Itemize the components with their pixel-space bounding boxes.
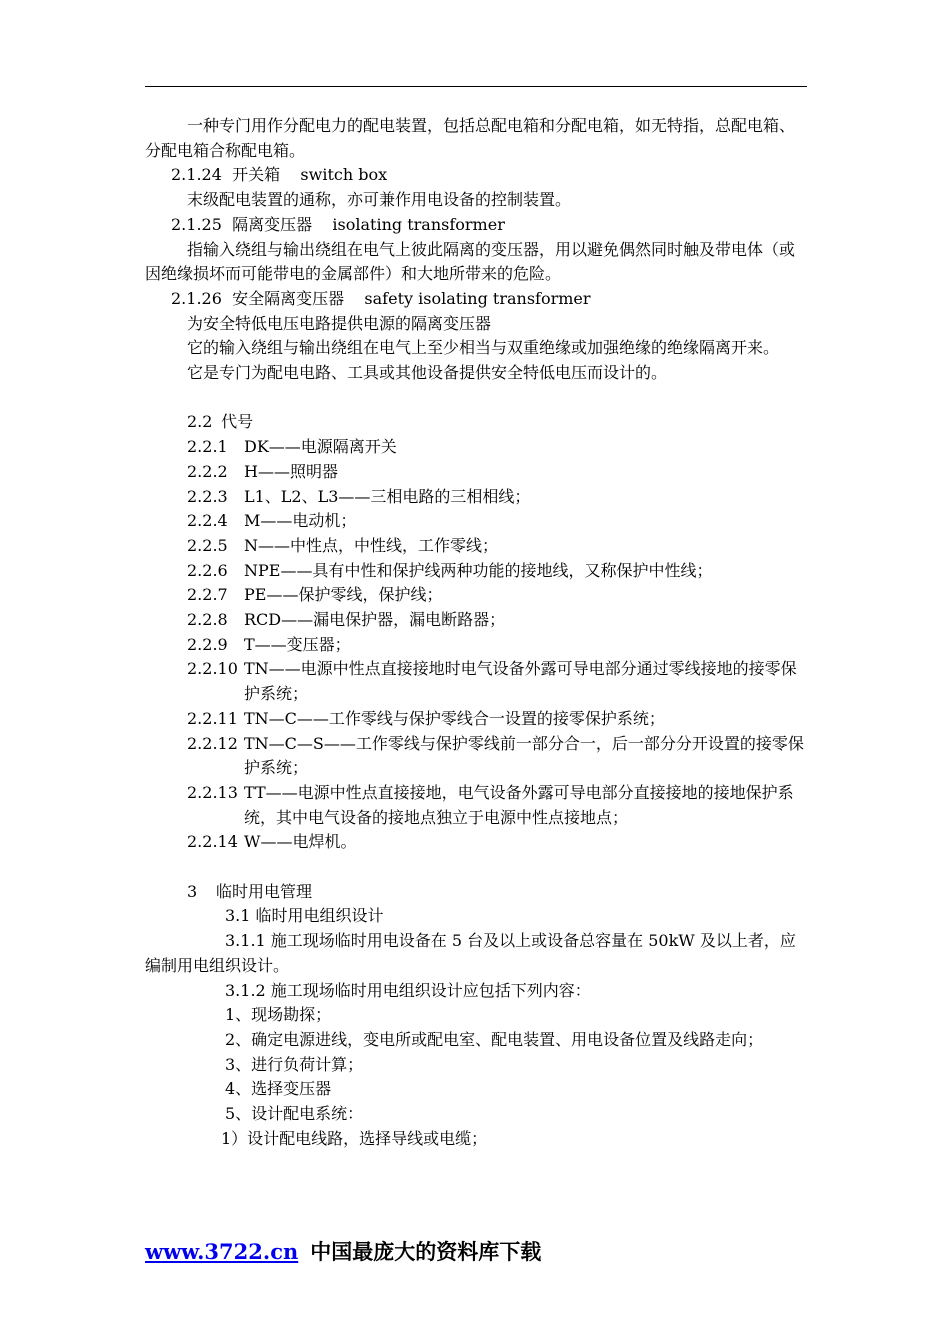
chapter-heading: 3 临时用电管理 xyxy=(187,881,313,901)
footer-link[interactable]: www.3722.cn xyxy=(145,1239,299,1264)
list-item: 2、确定电源进线，变电所或配电室、配电装置、用电设备位置及线路走向； xyxy=(225,1029,764,1049)
code-item: 2.2.5 N——中性点，中性线，工作零线； xyxy=(187,535,499,555)
code-item: 2.2.7 PE——保护零线，保护线； xyxy=(187,585,443,605)
header-rule xyxy=(145,86,807,87)
code-item: 2.2.2 H——照明器 xyxy=(187,461,338,481)
list-item: 3、进行负荷计算； xyxy=(225,1054,364,1074)
paragraph: 为安全特低电压电路提供电源的隔离变压器 xyxy=(187,313,492,333)
document-body xyxy=(145,114,807,1152)
code-item: 2.2.14 W——电焊机。 xyxy=(187,832,357,852)
code-item: 2.2.1 DK——电源隔离开关 xyxy=(187,437,397,457)
code-item: 2.2.8 RCD——漏电保护器，漏电断路器； xyxy=(187,610,506,630)
paragraph: 末级配电装置的通称，亦可兼作用电设备的控制装置。 xyxy=(187,190,572,210)
paragraph: 它是专门为配电电路、工具或其他设备提供安全特低电压而设计的。 xyxy=(187,363,668,383)
code-item: 2.2.12 TN—C—S——工作零线与保护零线前一部分合一，后一部分分开设置的接零保护系统； xyxy=(187,733,804,778)
list-item: 1、现场勘探； xyxy=(225,1005,332,1025)
list-item: 5、设计配电系统： xyxy=(225,1104,364,1124)
paragraph: 指输入绕组与输出绕组在电气上彼此隔离的变压器，用以避免偶然同时触及带电体（或因绝缘损坏而可能带电的金属部件）和大地所带来的危险。 xyxy=(145,239,796,284)
term-heading: 2.1.25 隔离变压器 isolating transformer xyxy=(171,214,505,234)
code-item: 2.2.3 L1、L2、L3——三相电路的三相相线； xyxy=(187,486,531,506)
code-item: 2.2.10 TN——电源中性点直接接地时电气设备外露可导电部分通过零线接地的接零保护系统； xyxy=(187,659,797,704)
paragraph: 它的输入绕组与输出绕组在电气上至少相当与双重绝缘或加强绝缘的绝缘隔离开来。 xyxy=(187,338,780,358)
list-item: 4、选择变压器 xyxy=(225,1079,332,1099)
code-item: 2.2.13 TT——电源中性点直接接地，电气设备外露可导电部分直接接地的接地保护系统，其中电气设备的接地点独立于电源中性点接地点； xyxy=(187,782,794,827)
code-item: 2.2.6 NPE——具有中性和保护线两种功能的接地线，又称保护中性线； xyxy=(187,560,713,580)
subsection-heading: 3.1 临时用电组织设计 xyxy=(225,906,384,926)
code-item: 2.2.4 M——电动机； xyxy=(187,511,357,531)
term-heading: 2.1.26 安全隔离变压器 safety isolating transformer xyxy=(171,288,591,308)
footer-slogan: 中国最庞大的资料库下载 xyxy=(310,1240,542,1264)
sub-list-item: 1）设计配电线路，选择导线或电缆； xyxy=(221,1128,488,1148)
term-heading: 2.1.24 开关箱 switch box xyxy=(171,165,388,185)
footer xyxy=(145,1236,541,1266)
paragraph: 3.1.1 施工现场临时用电设备在 5 台及以上或设备总容量在 50kW 及以上者，应编制用电组织设计。 xyxy=(145,931,796,975)
paragraph: 3.1.2 施工现场临时用电组织设计应包括下列内容： xyxy=(225,980,591,1000)
code-item: 2.2.11 TN—C——工作零线与保护零线合一设置的接零保护系统； xyxy=(187,708,665,728)
section-heading: 2.2 代号 xyxy=(187,412,254,432)
paragraph: 一种专门用作分配电力的配电装置，包括总配电箱和分配电箱，如无特指，总配电箱、分配电箱合称配电箱。 xyxy=(145,116,796,160)
code-item: 2.2.9 T——变压器； xyxy=(187,634,351,654)
